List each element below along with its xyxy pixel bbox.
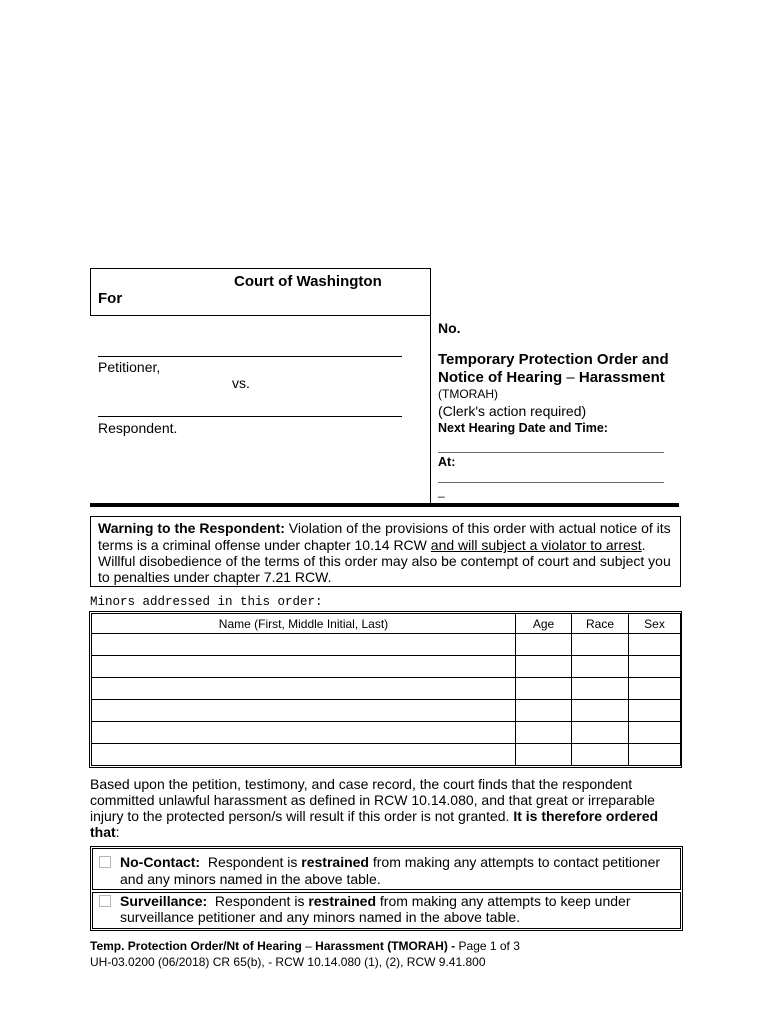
findings-line2: committed unlawful harassment as defined in RCW 10.14.080, and that great or irreparable	[90, 792, 655, 808]
minor-race-cell[interactable]	[572, 744, 629, 766]
column-header-age: Age	[516, 614, 572, 634]
table-row	[92, 744, 681, 766]
findings-line1: Based upon the petition, testimony, and case record, the court finds that the respondent	[90, 776, 633, 792]
findings-line3	[90, 808, 658, 824]
hearing-location-line[interactable]	[438, 482, 664, 483]
findings-line3-text: injury to the protected person/s will result if this order is not granted.	[90, 808, 514, 824]
document-title-line2	[438, 369, 665, 387]
surveillance-text-b: from making any attempts to keep under	[376, 893, 631, 909]
title-line2-part-b: Harassment	[574, 369, 665, 386]
minors-table-header	[92, 614, 681, 634]
table-row	[92, 678, 681, 700]
table-row	[92, 722, 681, 744]
footer-page-number: Page 1 of 3	[458, 939, 520, 953]
warning-line4: to penalties under chapter 7.21 RCW.	[98, 569, 332, 585]
caption-left-border	[90, 268, 91, 316]
court-title: Court of Washington	[234, 273, 382, 290]
respondent-name-line[interactable]	[98, 416, 402, 417]
table-row	[92, 634, 681, 656]
caption-column-divider	[430, 268, 431, 504]
warning-heading: Warning to the Respondent:	[98, 520, 285, 536]
footer-title	[90, 939, 520, 953]
minor-name-cell[interactable]	[92, 722, 516, 744]
no-contact-emphasis: restrained	[301, 854, 369, 870]
minor-sex-cell[interactable]	[629, 678, 681, 700]
next-hearing-date-line[interactable]	[438, 452, 664, 453]
minor-age-cell[interactable]	[516, 656, 572, 678]
warning-line1-text: Violation of the provisions of this order with actual notice of its	[284, 520, 671, 536]
surveillance-line1	[120, 893, 631, 909]
no-contact-line1	[120, 854, 660, 870]
petitioner-label: Petitioner,	[98, 359, 161, 375]
column-header-race: Race	[572, 614, 629, 634]
minor-sex-cell[interactable]	[629, 656, 681, 678]
footer-title-part-b: Harassment (TMORAH) -	[311, 939, 459, 953]
surveillance-text-a: Respondent is	[207, 893, 309, 909]
petitioner-name-line[interactable]	[98, 356, 402, 357]
minors-table-caption: Minors addressed in this order:	[90, 595, 323, 609]
warning-line2-text-a: terms is a criminal offense under chapter 10.14 RCW	[98, 537, 431, 553]
findings-order-clause: It is therefore ordered	[513, 808, 659, 824]
hearing-location-label: At:	[438, 455, 456, 469]
document-title-line1: Temporary Protection Order and	[438, 351, 669, 368]
minor-race-cell[interactable]	[572, 700, 629, 722]
warning-arrest-clause: and will subject a violator to arrest	[430, 537, 642, 553]
minor-sex-cell[interactable]	[629, 744, 681, 766]
warning-line2	[98, 537, 646, 553]
table-row	[92, 656, 681, 678]
minor-race-cell[interactable]	[572, 722, 629, 744]
minor-race-cell[interactable]	[572, 678, 629, 700]
minor-race-cell[interactable]	[572, 656, 629, 678]
minor-name-cell[interactable]	[92, 700, 516, 722]
warning-line3: Willful disobedience of the terms of this order may also be contempt of court and subject you	[98, 553, 671, 569]
warning-line2-text-b: .	[641, 537, 646, 553]
footer-title-part-a: Temp. Protection Order/Nt of Hearing	[90, 939, 306, 953]
column-header-sex: Sex	[629, 614, 681, 634]
findings-order-clause-end: that	[90, 824, 116, 840]
footer-title-dash: –	[305, 939, 312, 953]
caption-bottom-rule	[90, 503, 679, 507]
caption-court-divider	[90, 315, 431, 316]
minor-age-cell[interactable]	[516, 634, 572, 656]
surveillance-line2: surveillance petitioner and any minors named in the above table.	[120, 909, 521, 925]
no-contact-checkbox[interactable]	[99, 856, 111, 868]
title-line2-part-a: Notice of Hearing	[438, 369, 567, 386]
no-contact-text-a: Respondent is	[200, 854, 302, 870]
findings-line4	[90, 824, 120, 840]
minor-age-cell[interactable]	[516, 700, 572, 722]
surveillance-heading: Surveillance:	[120, 893, 208, 909]
minor-name-cell[interactable]	[92, 634, 516, 656]
court-for-label: For	[98, 290, 123, 307]
column-header-name: Name (First, Middle Initial, Last)	[92, 614, 516, 634]
minor-sex-cell[interactable]	[629, 722, 681, 744]
minor-age-cell[interactable]	[516, 722, 572, 744]
versus-label: vs.	[232, 375, 250, 391]
respondent-label: Respondent.	[98, 420, 178, 436]
minor-sex-cell[interactable]	[629, 634, 681, 656]
minor-name-cell[interactable]	[92, 656, 516, 678]
case-number-label: No.	[438, 320, 461, 336]
next-hearing-label: Next Hearing Date and Time:	[438, 421, 608, 435]
minor-age-cell[interactable]	[516, 744, 572, 766]
surveillance-emphasis: restrained	[308, 893, 377, 909]
minor-sex-cell[interactable]	[629, 700, 681, 722]
minor-name-cell[interactable]	[92, 744, 516, 766]
no-contact-line2: and any minors named in the above table.	[120, 871, 381, 887]
no-contact-text-b: from making any attempts to contact petitioner	[368, 854, 661, 870]
surveillance-checkbox[interactable]	[99, 895, 111, 907]
warning-line1	[98, 520, 671, 536]
table-row	[92, 700, 681, 722]
title-line2-dash: –	[566, 369, 575, 386]
footer-form-reference: UH-03.0200 (06/2018) CR 65(b), - RCW 10.14.080 (1), (2), RCW 9.41.800	[90, 955, 486, 969]
findings-colon: :	[115, 824, 120, 840]
trailing-underscore: _	[438, 484, 445, 498]
caption-top-border	[90, 268, 431, 269]
minor-age-cell[interactable]	[516, 678, 572, 700]
clerk-note: (Clerk's action required)	[438, 403, 587, 419]
no-contact-heading: No-Contact:	[120, 854, 201, 870]
form-code: (TMORAH)	[438, 387, 498, 401]
minors-table-body	[92, 634, 681, 766]
minors-table	[91, 613, 681, 766]
minor-race-cell[interactable]	[572, 634, 629, 656]
minor-name-cell[interactable]	[92, 678, 516, 700]
